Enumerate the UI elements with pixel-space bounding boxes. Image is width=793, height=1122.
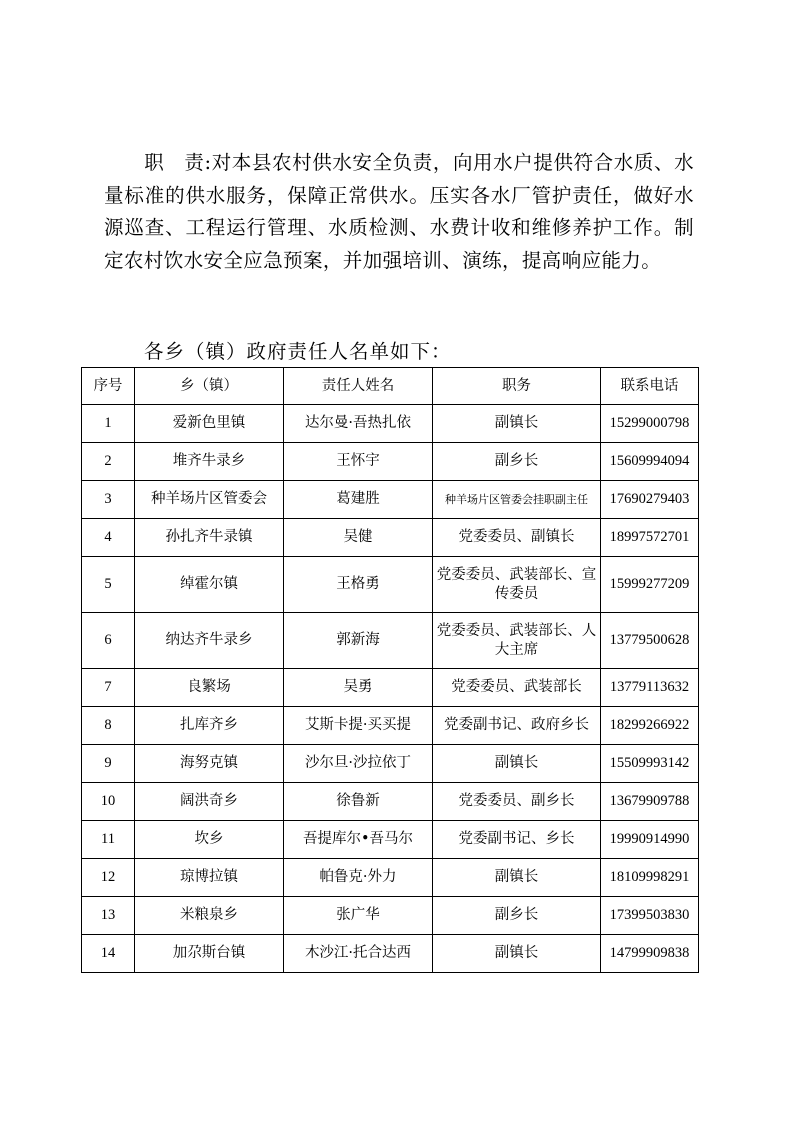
cell-town: 爱新色里镇 xyxy=(135,405,284,443)
duty-label: 职 责 xyxy=(144,151,205,174)
cell-position: 党委委员、副乡长 xyxy=(433,783,601,821)
header-position: 职务 xyxy=(433,368,601,405)
cell-phone: 18109998291 xyxy=(601,859,699,897)
cell-phone: 13679909788 xyxy=(601,783,699,821)
cell-position: 党委委员、武装部长、人大主席 xyxy=(433,613,601,669)
cell-phone: 14799909838 xyxy=(601,935,699,973)
table-row xyxy=(82,783,699,821)
table-header-row xyxy=(82,368,699,405)
header-no: 序号 xyxy=(82,368,135,405)
cell-position: 副镇长 xyxy=(433,859,601,897)
cell-name: 吴健 xyxy=(284,519,433,557)
cell-town: 阔洪奇乡 xyxy=(135,783,284,821)
cell-name: 达尔曼·吾热扎依 xyxy=(284,405,433,443)
cell-no: 6 xyxy=(82,613,135,669)
cell-no: 10 xyxy=(82,783,135,821)
cell-no: 7 xyxy=(82,669,135,707)
cell-position: 党委委员、副镇长 xyxy=(433,519,601,557)
cell-position: 副镇长 xyxy=(433,745,601,783)
cell-position: 副乡长 xyxy=(433,443,601,481)
cell-no: 13 xyxy=(82,897,135,935)
cell-no: 1 xyxy=(82,405,135,443)
header-town: 乡（镇） xyxy=(135,368,284,405)
cell-no: 8 xyxy=(82,707,135,745)
cell-phone: 15509993142 xyxy=(601,745,699,783)
table-body xyxy=(82,405,699,973)
cell-name: 葛建胜 xyxy=(284,481,433,519)
cell-town: 米粮泉乡 xyxy=(135,897,284,935)
duty-text: :对本县农村供水安全负责，向用水户提供符合水质、水量标准的供水服务，保障正常供水。压实各水厂管护责任，做好水源巡查、工程运行管理、水质检测、水费计收和维修养护工作。制定农村饮水安全应急预案，并加强培训、演练，提高响应能力。 xyxy=(104,151,695,272)
cell-town: 良繁场 xyxy=(135,669,284,707)
cell-town: 坎乡 xyxy=(135,821,284,859)
cell-name: 王怀宇 xyxy=(284,443,433,481)
table-row xyxy=(82,745,699,783)
cell-town: 加尕斯台镇 xyxy=(135,935,284,973)
cell-no: 2 xyxy=(82,443,135,481)
table-row xyxy=(82,519,699,557)
cell-no: 5 xyxy=(82,557,135,613)
cell-position: 副乡长 xyxy=(433,897,601,935)
cell-town: 扎库齐乡 xyxy=(135,707,284,745)
cell-no: 14 xyxy=(82,935,135,973)
cell-phone: 17399503830 xyxy=(601,897,699,935)
cell-no: 3 xyxy=(82,481,135,519)
table-row xyxy=(82,935,699,973)
cell-town: 纳达齐牛录乡 xyxy=(135,613,284,669)
table-row xyxy=(82,897,699,935)
cell-town: 海努克镇 xyxy=(135,745,284,783)
responsible-persons-table xyxy=(81,367,699,973)
table-row xyxy=(82,557,699,613)
cell-no: 9 xyxy=(82,745,135,783)
table-row xyxy=(82,707,699,745)
cell-no: 4 xyxy=(82,519,135,557)
cell-position: 种羊场片区管委会挂职副主任 xyxy=(433,481,601,519)
cell-phone: 15609994094 xyxy=(601,443,699,481)
cell-town: 种羊场片区管委会 xyxy=(135,481,284,519)
cell-position: 党委副书记、乡长 xyxy=(433,821,601,859)
cell-position: 党委委员、武装部长 xyxy=(433,669,601,707)
cell-phone: 18997572701 xyxy=(601,519,699,557)
cell-phone: 17690279403 xyxy=(601,481,699,519)
cell-name: 王格勇 xyxy=(284,557,433,613)
table-row xyxy=(82,613,699,669)
cell-position: 党委委员、武装部长、宣传委员 xyxy=(433,557,601,613)
table-row xyxy=(82,481,699,519)
cell-town: 孙扎齐牛录镇 xyxy=(135,519,284,557)
cell-name: 沙尔旦·沙拉依丁 xyxy=(284,745,433,783)
cell-position: 党委副书记、政府乡长 xyxy=(433,707,601,745)
cell-town: 琼博拉镇 xyxy=(135,859,284,897)
cell-phone: 15999277209 xyxy=(601,557,699,613)
cell-town: 绰霍尔镇 xyxy=(135,557,284,613)
cell-name: 郭新海 xyxy=(284,613,433,669)
table-row xyxy=(82,821,699,859)
table-row xyxy=(82,405,699,443)
cell-name: 徐鲁新 xyxy=(284,783,433,821)
header-phone: 联系电话 xyxy=(601,368,699,405)
cell-phone: 18299266922 xyxy=(601,707,699,745)
table-row xyxy=(82,859,699,897)
cell-name: 吾提库尔•吾马尔 xyxy=(284,821,433,859)
cell-phone: 13779113632 xyxy=(601,669,699,707)
cell-name: 吴勇 xyxy=(284,669,433,707)
table-row xyxy=(82,669,699,707)
cell-name: 张广华 xyxy=(284,897,433,935)
cell-position: 副镇长 xyxy=(433,935,601,973)
cell-phone: 15299000798 xyxy=(601,405,699,443)
cell-name: 木沙江·托合达西 xyxy=(284,935,433,973)
cell-no: 12 xyxy=(82,859,135,897)
cell-name: 帕鲁克·外力 xyxy=(284,859,433,897)
cell-no: 11 xyxy=(82,821,135,859)
cell-town: 堆齐牛录乡 xyxy=(135,443,284,481)
cell-name: 艾斯卡提·买买提 xyxy=(284,707,433,745)
duty-paragraph xyxy=(104,147,694,277)
table-row xyxy=(82,443,699,481)
header-name: 责任人姓名 xyxy=(284,368,433,405)
cell-phone: 13779500628 xyxy=(601,613,699,669)
cell-phone: 19990914990 xyxy=(601,821,699,859)
responsible-list-intro: 各乡（镇）政府责任人名单如下： xyxy=(144,340,452,363)
cell-position: 副镇长 xyxy=(433,405,601,443)
